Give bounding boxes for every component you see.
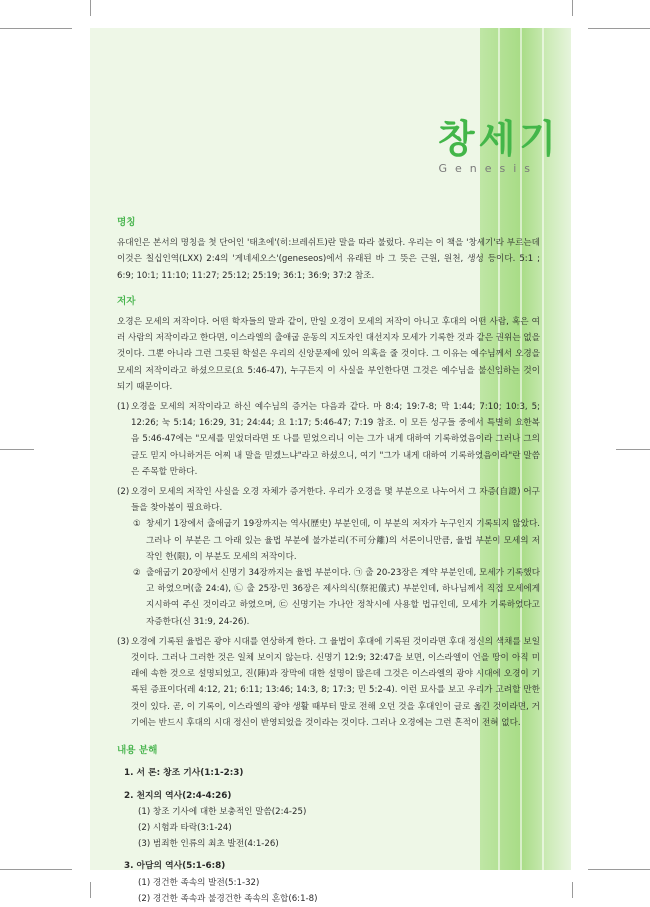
outline-subitem: (2) 경건한 족속과 불경건한 족속의 혼합(6:1-8) bbox=[138, 893, 318, 904]
outline-heading: 2. 천지의 역사(2:4-4:26) bbox=[124, 790, 232, 801]
point-text: 오경을 모세의 저작이라고 하신 예수님의 증거는 다음과 같다. 마 8:4; 19:7-8; 막 1:44; 7:10; 10:3, 5; 12:26; 눅 5:14; 16:29, 31; 24:44; 요 1:17; 5:46-47; 7:19 참조. 이 모든 성구들 중에서 특별히 요한복음 5:46-47에는 "모세를 믿었더라면 또 나를 믿었으리니 이는 그가 내게 대하여 기록하였음이라 그러나 그의 글도 믿지 아니하거든 어찌 내 말을 믿겠느냐"라고 하셨으니, 여기 "그가 내게 대하여 기록하였음이라"란 말씀은 주목할 만하다. bbox=[131, 402, 540, 477]
outline-subitem: (3) 범죄한 인류의 최초 발전(4:1-26) bbox=[138, 839, 279, 850]
crop-mark bbox=[0, 869, 72, 870]
section-heading-outline: 내용 분해 bbox=[117, 745, 158, 757]
outline-heading: 1. 서 론: 창조 기사(1:1-2:3) bbox=[124, 768, 244, 779]
crop-mark bbox=[572, 0, 573, 16]
crop-mark bbox=[572, 882, 573, 898]
point-text: 오경이 모세의 저작인 사실을 오경 자체가 증거한다. 우리가 오경을 몇 부분으로 나누어서 그 자증(自證) 어구들을 찾아봄이 필요하다. bbox=[131, 487, 540, 514]
author-point bbox=[117, 634, 540, 731]
crop-mark bbox=[0, 449, 34, 450]
name-paragraph: 유대인은 본서의 명칭을 첫 단어인 '태초에'(히:브레쉬트)란 말을 따라 불렀다. 우리는 이 책을 '창세기'라 부르는데 이것은 칠십인역(LXX) 2:4의 '게네세오스'(geneseos)에서 유래된 바 그 뜻은 근원, 원천, 생성 등이다. 5:1 ; 6:9; 10:1; 11:10; 11:27; 25:12; 25:19; 36:1; 36:9; 37:2 참조. bbox=[117, 238, 540, 281]
author-subpoint bbox=[117, 516, 540, 565]
crop-mark bbox=[90, 882, 91, 898]
crop-mark bbox=[616, 449, 650, 450]
author-intro: 오경은 모세의 저작이다. 어떤 학자들의 말과 같이, 만일 오경이 모세의 저작이 아니고 후대의 어떤 사람, 혹은 여러 사람의 저작이라고 한다면, 이스라엘의 출애굽 운동의 지도자인 대선지자 모세가 기록한 것과 같은 권위는 없을 것이다. 그뿐 아니라 그런 그릇된 학설은 우리의 신앙문제에 있어 의혹을 줄 것이다. 그 이유는 예수님께서 오경을 모세의 저작이라고 하셨으므로(요 5:46-47), 누구든지 이 사실을 부인한다면 그것은 예수님을 불신임하는 것이 되기 때문이다. bbox=[117, 317, 540, 392]
point-number: (3) bbox=[117, 636, 130, 647]
point-text: 오경에 기록된 율법은 광야 시대를 연상하게 한다. 그 율법이 후대에 기록된 것이라면 후대 정신의 색채를 보일 것이다. 그러나 그러한 것은 일체 보이지 않는다. 신명기 12:9; 32:47을 보면, 이스라엘이 언을 땅이 아직 미래에 속한 것으로 설명되었고, 진(陣)과 장막에 대한 설명이 많은데 그것은 이스라엘의 광야 시대에 오경이 기록된 증표이다(레 4:12, 21; 6:11; 13:46; 14:3, 8; 17:3; 민 5:2-4). 이런 묘사를 보고 우리가 고려할 만한 것이 있다. 곧, 이 기록이, 이스라엘의 광야 생활 때부터 말로 전해 오던 것을 후대인이 글로 옮긴 것이라면, 거기에는 반드시 후대의 시대 정신이 반영되었을 것이라는 것이다. 그러나 오경에는 그런 흔적이 전혀 없다. bbox=[131, 636, 540, 728]
crop-mark bbox=[90, 0, 91, 16]
subpoint-number: ② bbox=[133, 568, 141, 579]
subpoint-text: 출애굽기 20장에서 신명기 34장까지는 율법 부분이다. ㉠ 출 20-23장은 계약 부분인데, 모세가 기록했다고 하였으며(출 24:4), ㉡ 출 25장-민 36장은 제사의식(祭祀儀式) 부분인데, 하나님께서 직접 모세에게 지시하여 주신 것이라고 하였으며, ㉢ 신명기는 가나안 정착시에 사용할 법규인데, 모세가 기록하였다고 자증한다(신 31:9, 24-26). bbox=[146, 568, 540, 627]
outline-subitem: (1) 경건한 족속의 발전(5:1-32) bbox=[138, 877, 260, 888]
outline-subitem: (2) 시험과 타락(3:1-24) bbox=[138, 822, 232, 833]
subpoint-number: ① bbox=[133, 519, 141, 530]
outline-subitem: (1) 창조 기사에 대한 보충적인 말씀(2:4-25) bbox=[138, 806, 307, 817]
point-number: (1) bbox=[117, 402, 130, 413]
section-heading-name: 명칭 bbox=[117, 217, 136, 228]
crop-mark bbox=[0, 28, 72, 29]
subpoint-text: 창세기 1장에서 출애굽기 19장까지는 역사(歷史) 부분인데, 이 부분의 저자가 누구인지 기록되지 않았다. 그러나 이 부분은 그 아래 있는 율법 부분에 불가분리(不可分離)의 서론이니만큼, 율법 부분이 모세의 저작인 한(限), 이 부분도 모세의 저작이다. bbox=[146, 519, 540, 562]
author-point bbox=[117, 399, 540, 480]
document-body bbox=[117, 207, 540, 907]
page-title: 창세기 bbox=[437, 117, 560, 161]
author-point bbox=[117, 484, 540, 516]
section-heading-author: 저자 bbox=[117, 295, 136, 307]
crop-mark bbox=[588, 28, 650, 29]
point-number: (2) bbox=[117, 487, 130, 498]
page-subtitle: Genesis bbox=[438, 162, 538, 175]
author-subpoint bbox=[117, 565, 540, 630]
outline-heading: 3. 아담의 역사(5:1-6:8) bbox=[124, 861, 226, 872]
crop-mark bbox=[588, 869, 650, 870]
